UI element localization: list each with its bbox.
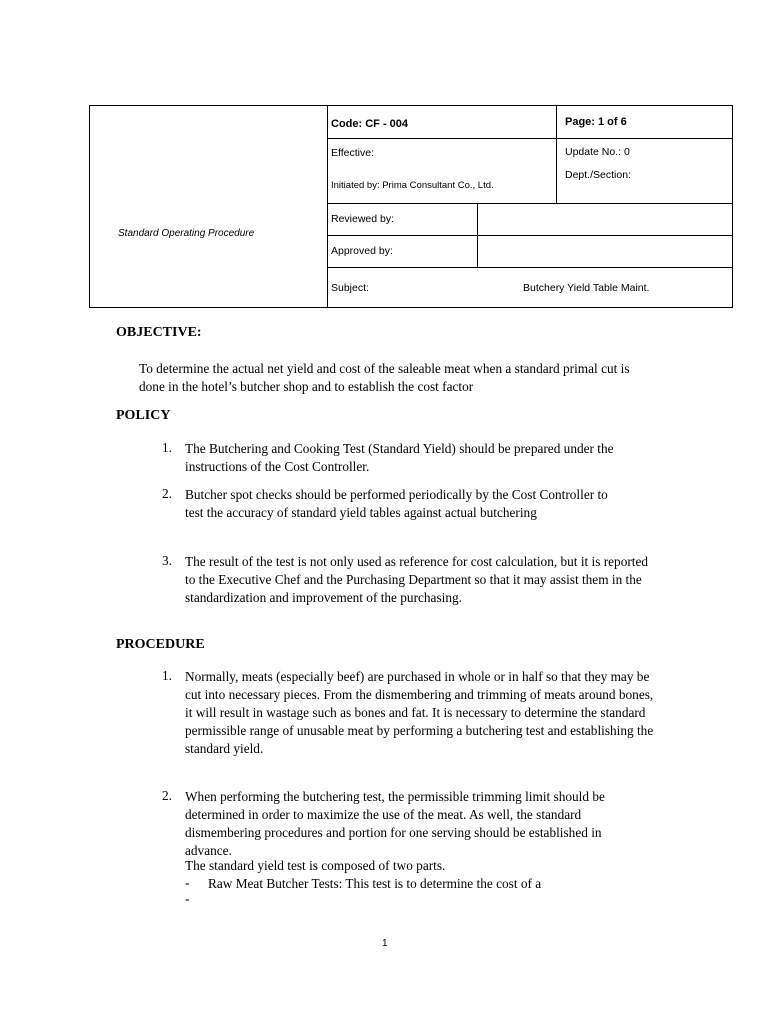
sub-item-text: Raw Meat Butcher Tests: This test is to determine the cost of a xyxy=(208,876,542,891)
sub-item-dash: - xyxy=(185,891,190,906)
code-field: Code: CF - 004 xyxy=(331,118,409,130)
procedure-item-text: When performing the butchering test, the permissible trimming limit should be determined in order to maximize the use of the meat. As well, the standard dismembering procedures and portion for one serving should be established in advance. xyxy=(185,789,605,858)
objective-text: To determine the actual net yield and cost of the saleable meat when a standard primal cut is done in the hotel’s butcher shop and to establish the cost factor xyxy=(139,361,630,394)
policy-item-number: 2. xyxy=(162,486,172,501)
reviewed-by-field: Reviewed by: xyxy=(331,213,395,225)
procedure-item-number: 1. xyxy=(162,668,172,683)
procedure-item-extra: The standard yield test is composed of two parts. xyxy=(185,858,446,873)
subject-label: Subject: xyxy=(331,282,369,294)
page-field: Page: 1 of 6 xyxy=(565,116,627,128)
dept-section-field: Dept./Section: xyxy=(565,169,631,181)
objective-heading: OBJECTIVE: xyxy=(116,325,202,340)
initiated-by-field: Initiated by: Prima Consultant Co., Ltd. xyxy=(331,180,494,191)
policy-item-text: The result of the test is not only used as reference for cost calculation, but it is reported to the Executive Chef and the Purchasing Department so that it may assist them in the standardization and improvement of the purchasing. xyxy=(185,554,649,605)
policy-heading: POLICY xyxy=(116,408,171,423)
header-divider xyxy=(327,138,733,139)
procedure-item-number: 2. xyxy=(162,788,172,803)
procedure-item-text: Normally, meats (especially beef) are purchased in whole or in half so that they may be cut into necessary pieces. From the dismembering and trimming of meats around bones, it will result in wastage such as bones and fat. It is necessary to determine the standard permissible range of unusable meat by performing a butchering test and establishing the standard yield. xyxy=(185,669,654,756)
sop-header-table xyxy=(89,105,733,308)
header-divider xyxy=(327,203,733,204)
policy-item-number: 3. xyxy=(162,553,172,568)
subject-value: Butchery Yield Table Maint. xyxy=(523,282,650,294)
policy-item-text: Butcher spot checks should be performed periodically by the Cost Controller to test the accuracy of standard yield tables against actual butchering xyxy=(185,487,608,520)
header-divider xyxy=(327,235,733,236)
approved-by-field: Approved by: xyxy=(331,245,393,257)
policy-item-number: 1. xyxy=(162,440,172,455)
page-number: 1 xyxy=(382,938,388,949)
header-divider xyxy=(327,105,328,308)
sub-item-dash: - xyxy=(185,875,190,890)
sop-title: Standard Operating Procedure xyxy=(118,228,255,239)
procedure-heading: PROCEDURE xyxy=(116,637,205,652)
header-divider xyxy=(327,267,733,268)
policy-item-text: The Butchering and Cooking Test (Standard Yield) should be prepared under the instructions of the Cost Controller. xyxy=(185,441,614,474)
header-divider xyxy=(556,105,557,203)
effective-field: Effective: xyxy=(331,147,374,159)
update-no-field: Update No.: 0 xyxy=(565,146,630,158)
